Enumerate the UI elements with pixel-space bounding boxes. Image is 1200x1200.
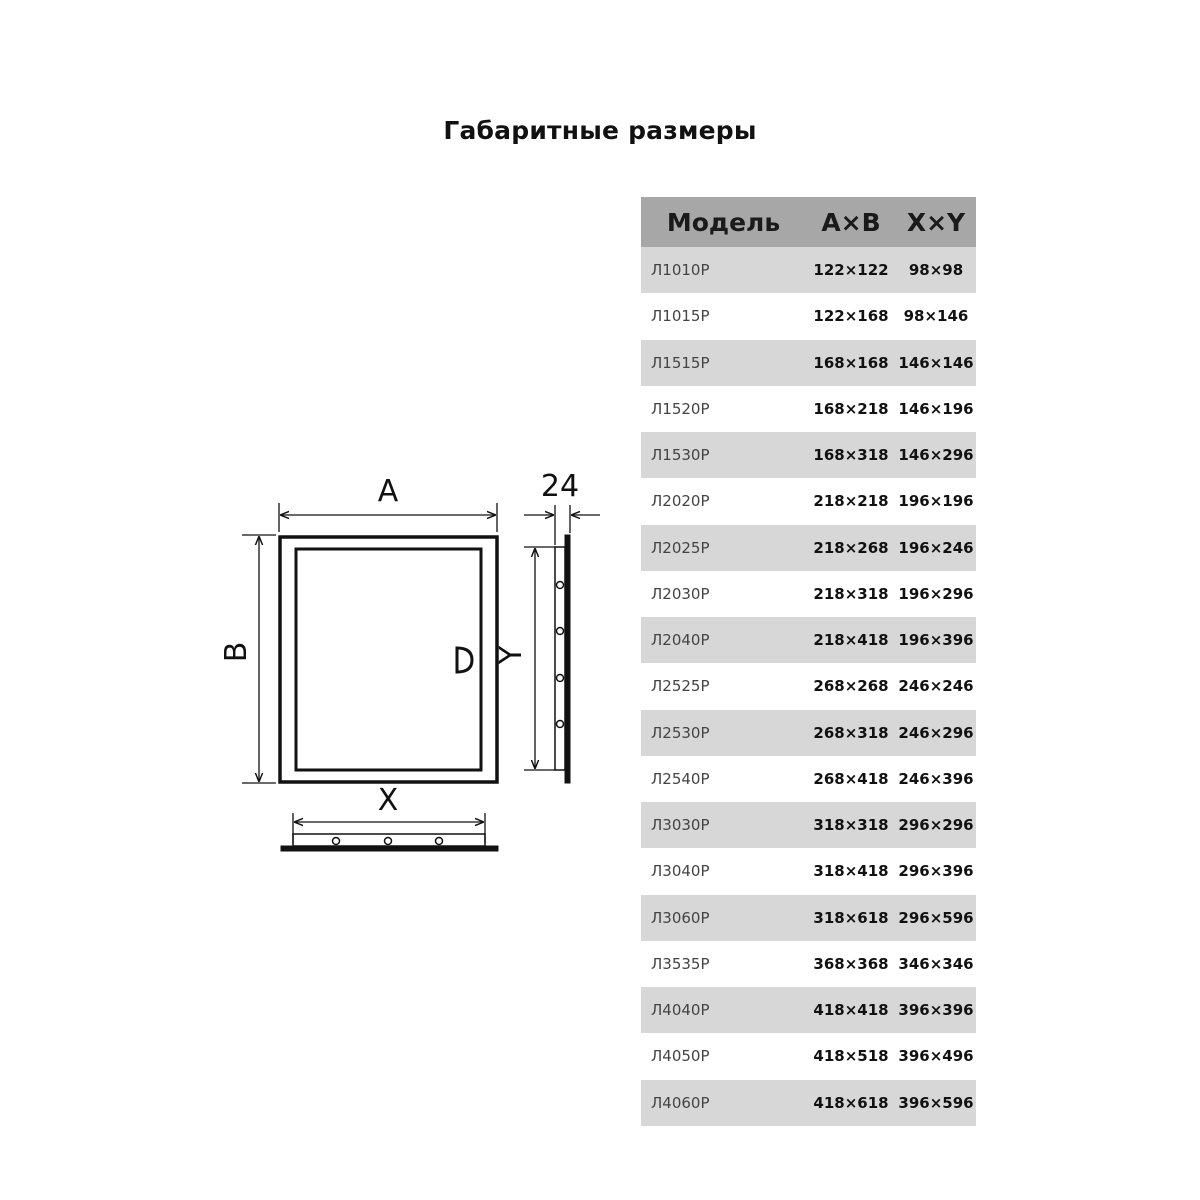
dimension-depth xyxy=(524,469,600,545)
label-b: B xyxy=(219,641,254,663)
hatch-outer-frame xyxy=(280,537,497,782)
cell-model: Л2030Р xyxy=(651,584,710,603)
cell-model: Л2540Р xyxy=(651,769,710,788)
label-depth: 24 xyxy=(540,469,580,504)
table-row xyxy=(641,756,976,802)
cell-ab: 218×418 xyxy=(813,631,889,650)
cell-ab: 168×318 xyxy=(813,446,889,465)
table-row xyxy=(641,386,976,432)
hatch-lock-icon xyxy=(457,648,472,672)
hatch-front-view xyxy=(280,537,497,782)
cell-xy: 346×346 xyxy=(898,954,974,973)
cell-ab: 418×418 xyxy=(813,1001,889,1020)
cell-xy: 296×296 xyxy=(898,816,974,835)
table-row xyxy=(641,941,976,987)
table-row xyxy=(641,1033,976,1079)
cell-xy: 196×196 xyxy=(898,492,974,511)
label-y: Y xyxy=(494,645,529,665)
cell-model: Л4060Р xyxy=(651,1093,710,1112)
cell-xy: 196×246 xyxy=(898,538,974,557)
table-row xyxy=(641,710,976,756)
cell-xy: 98×146 xyxy=(903,307,969,326)
hatch-side-hole xyxy=(557,582,564,589)
cell-ab: 218×268 xyxy=(813,538,889,557)
header-model: Модель xyxy=(666,207,781,237)
cell-ab: 318×418 xyxy=(813,862,889,881)
cell-xy: 98×98 xyxy=(908,261,964,280)
cell-ab: 318×618 xyxy=(813,908,889,927)
dimensions-table xyxy=(641,197,976,1126)
cell-xy: 396×596 xyxy=(898,1093,974,1112)
cell-ab: 218×218 xyxy=(813,492,889,511)
table-row xyxy=(641,571,976,617)
cell-ab: 418×618 xyxy=(813,1093,889,1112)
table-row xyxy=(641,895,976,941)
table-row xyxy=(641,293,976,339)
cell-model: Л1515Р xyxy=(651,353,710,372)
cell-ab: 268×418 xyxy=(813,769,889,788)
table-row xyxy=(641,525,976,571)
label-a: A xyxy=(377,474,399,509)
cell-xy: 296×596 xyxy=(898,908,974,927)
cell-xy: 396×396 xyxy=(898,1001,974,1020)
cell-ab: 418×518 xyxy=(813,1047,889,1066)
cell-model: Л4050Р xyxy=(651,1047,710,1066)
dimension-a xyxy=(279,474,497,532)
cell-xy: 246×246 xyxy=(898,677,974,696)
cell-xy: 246×396 xyxy=(898,769,974,788)
cell-xy: 146×296 xyxy=(898,446,974,465)
cell-xy: 196×296 xyxy=(898,584,974,603)
table-row xyxy=(641,247,976,293)
table-row xyxy=(641,987,976,1033)
cell-model: Л2040Р xyxy=(651,631,710,650)
hatch-bottom-flange xyxy=(281,846,498,851)
hatch-door-panel xyxy=(296,549,481,770)
table-row xyxy=(641,802,976,848)
cell-model: Л4040Р xyxy=(651,1001,710,1020)
cell-xy: 246×296 xyxy=(898,723,974,742)
cell-ab: 168×168 xyxy=(813,353,889,372)
label-x: X xyxy=(377,783,399,818)
table-row xyxy=(641,1080,976,1126)
table-row xyxy=(641,432,976,478)
table-header xyxy=(641,197,976,247)
cell-model: Л1530Р xyxy=(651,446,710,465)
hatch-bottom-view xyxy=(281,783,498,851)
hatch-side-view xyxy=(494,535,570,783)
cell-xy: 296×396 xyxy=(898,862,974,881)
table-row xyxy=(641,340,976,386)
cell-ab: 218×318 xyxy=(813,584,889,603)
hatch-side-body xyxy=(555,547,565,770)
table-row xyxy=(641,617,976,663)
table-row xyxy=(641,478,976,524)
cell-model: Л2020Р xyxy=(651,492,710,511)
cell-model: Л2025Р xyxy=(651,538,710,557)
cell-model: Л3040Р xyxy=(651,862,710,881)
cell-xy: 146×146 xyxy=(898,353,974,372)
hatch-bottom-hole xyxy=(333,838,340,845)
header-ab: A×B xyxy=(821,207,881,237)
cell-model: Л1015Р xyxy=(651,307,710,326)
table-row xyxy=(641,663,976,709)
hatch-side-hole xyxy=(557,628,564,635)
cell-xy: 396×496 xyxy=(898,1047,974,1066)
cell-model: Л2525Р xyxy=(651,677,710,696)
dimension-b xyxy=(219,535,276,783)
hatch-bottom-hole xyxy=(436,838,443,845)
cell-xy: 146×196 xyxy=(898,399,974,418)
cell-ab: 368×368 xyxy=(813,954,889,973)
cell-model: Л2530Р xyxy=(651,723,710,742)
cell-ab: 268×268 xyxy=(813,677,889,696)
page-title: Габаритные размеры xyxy=(443,116,757,145)
hatch-side-flange xyxy=(565,535,570,783)
cell-model: Л3030Р xyxy=(651,816,710,835)
cell-model: Л3060Р xyxy=(651,908,710,927)
cell-ab: 268×318 xyxy=(813,723,889,742)
hatch-side-hole xyxy=(557,675,564,682)
hatch-side-hole xyxy=(557,721,564,728)
hatch-bottom-hole xyxy=(385,838,392,845)
cell-ab: 168×218 xyxy=(813,399,889,418)
cell-xy: 196×396 xyxy=(898,631,974,650)
table-row xyxy=(641,848,976,894)
cell-ab: 122×168 xyxy=(813,307,889,326)
header-xy: X×Y xyxy=(906,207,966,237)
cell-model: Л1010Р xyxy=(651,261,710,280)
table-body xyxy=(641,247,976,1126)
cell-ab: 318×318 xyxy=(813,816,889,835)
cell-model: Л1520Р xyxy=(651,399,710,418)
cell-ab: 122×122 xyxy=(813,261,889,280)
cell-model: Л3535Р xyxy=(651,954,710,973)
